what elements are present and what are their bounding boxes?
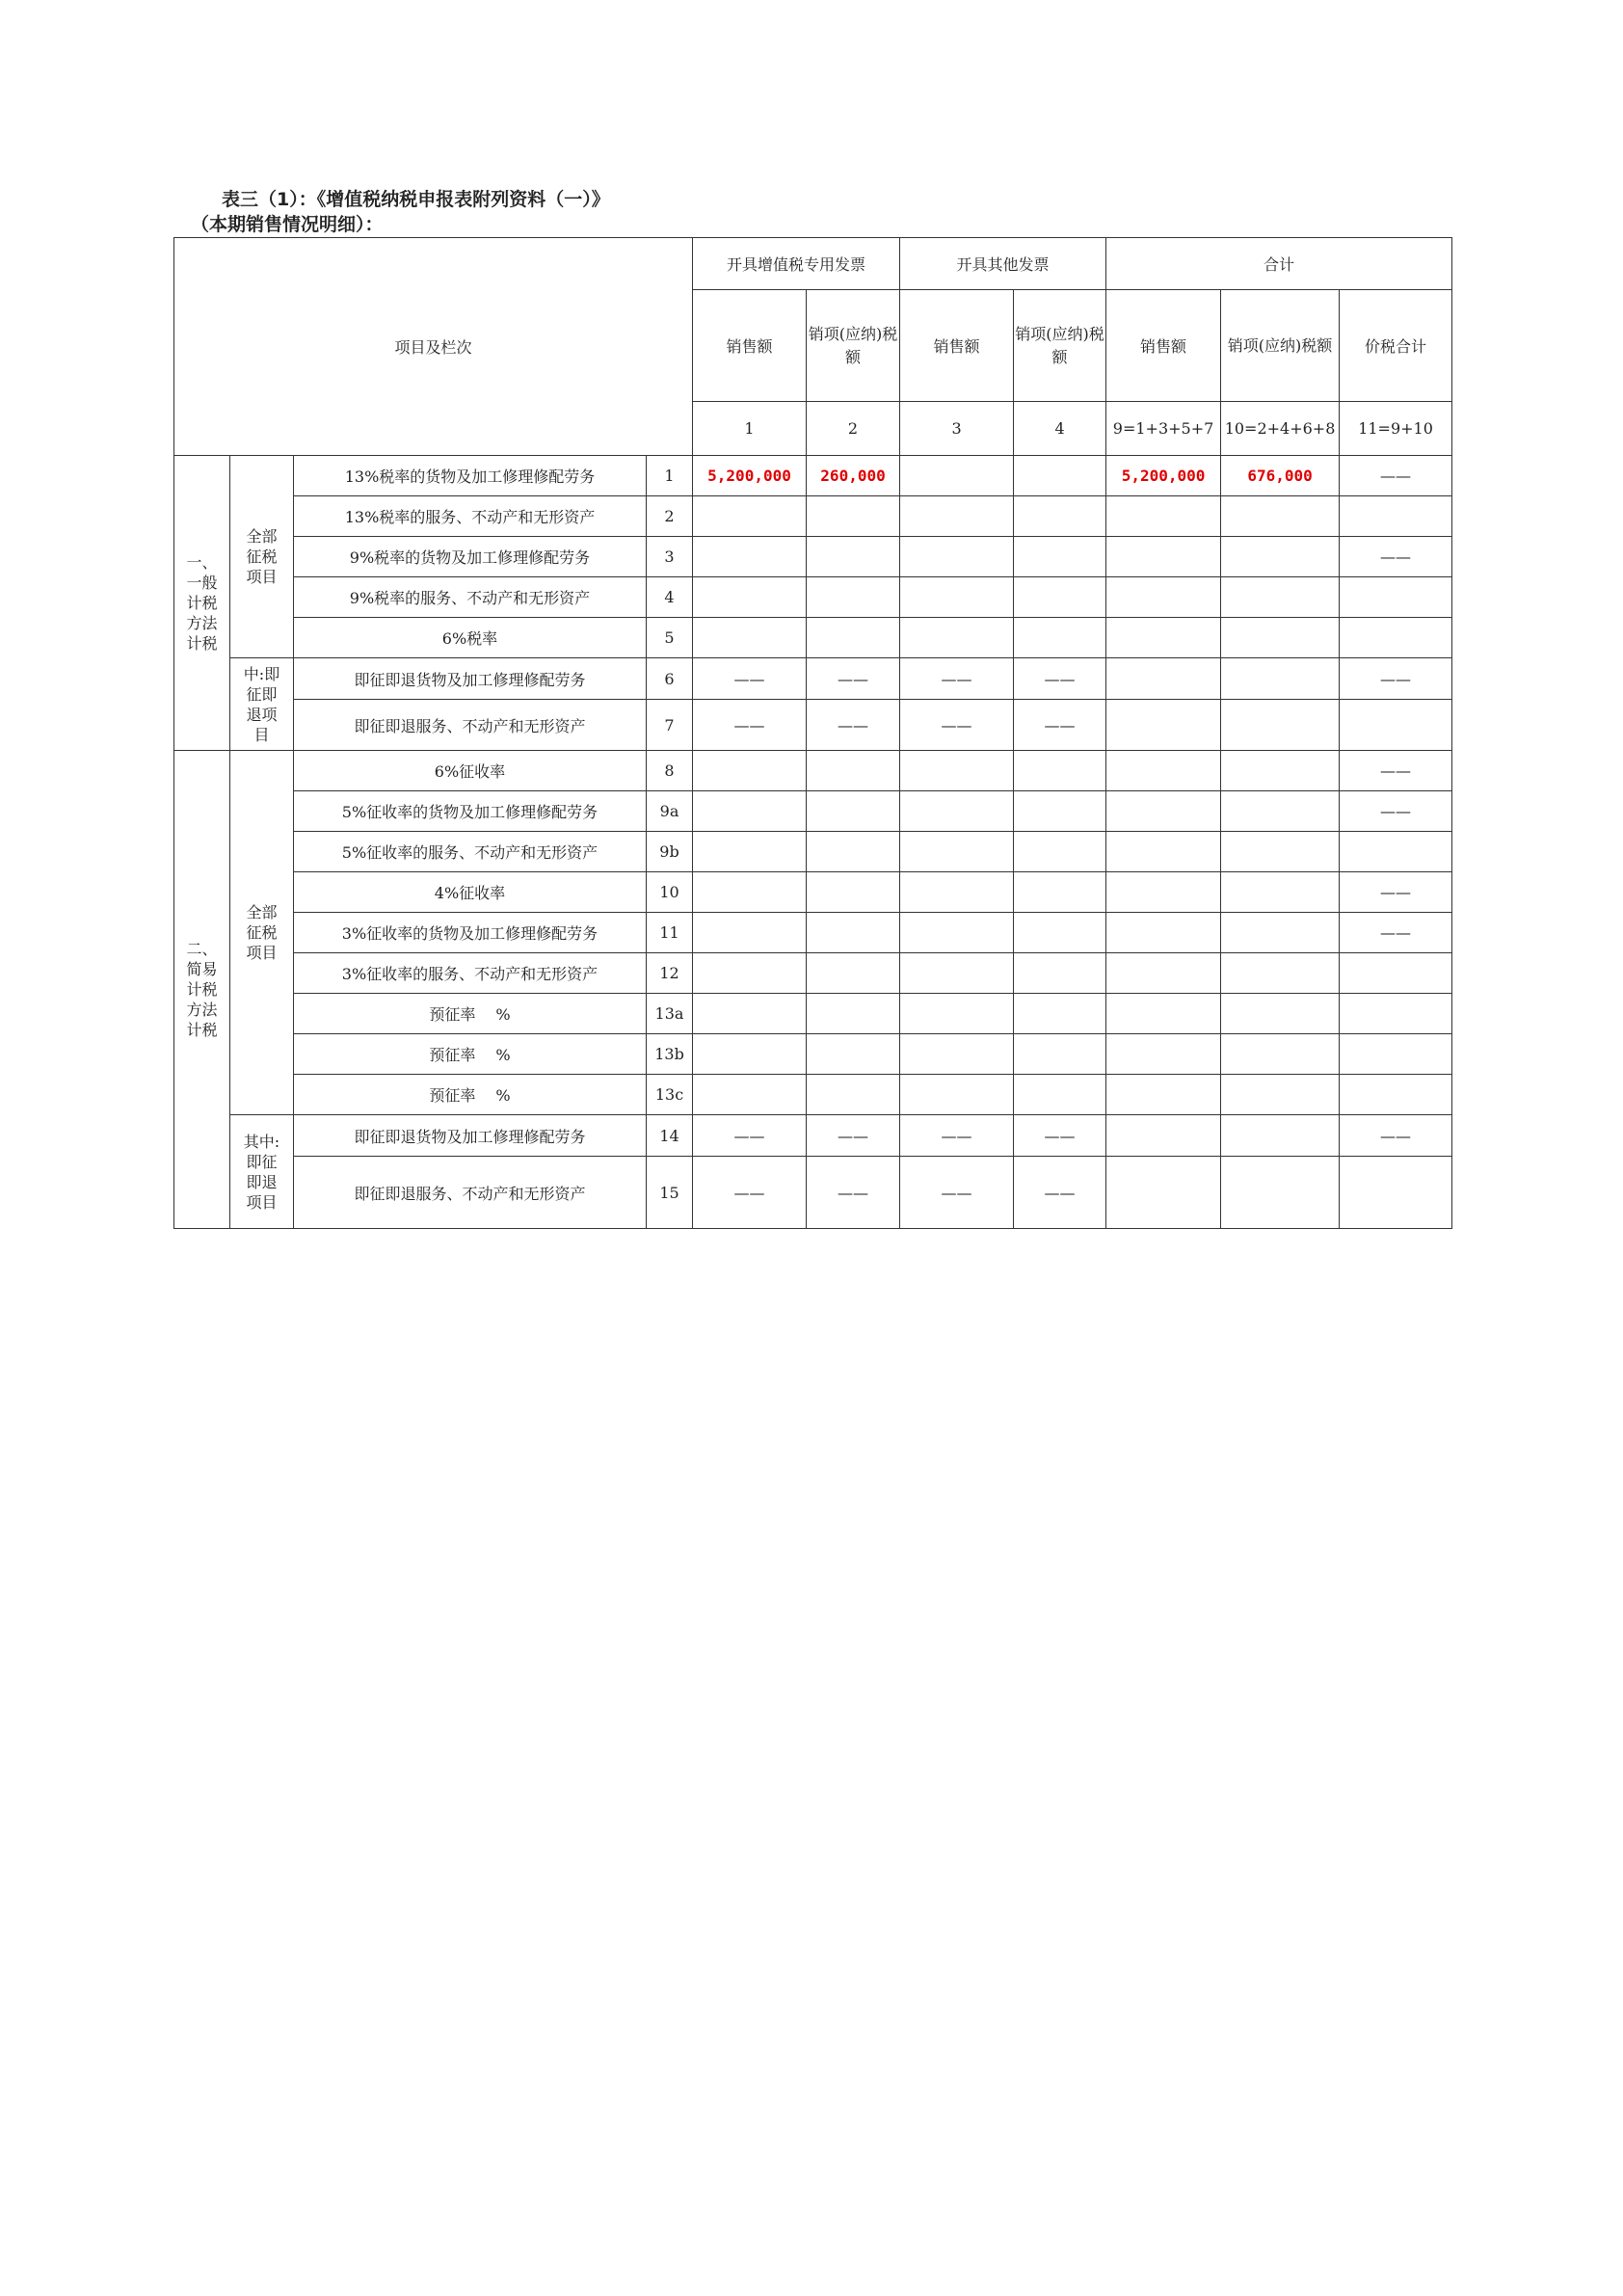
cell-empty[interactable] bbox=[1106, 832, 1221, 872]
sales-detail-table bbox=[173, 237, 1452, 1229]
col-number: 10=2+4+6+8 bbox=[1221, 402, 1340, 456]
row-number: 9a bbox=[647, 791, 693, 832]
row-label: 即征即退货物及加工修理修配劳务 bbox=[294, 658, 647, 700]
cell-empty[interactable] bbox=[693, 953, 807, 994]
cell-empty[interactable] bbox=[900, 537, 1014, 577]
cell-dash: —— bbox=[807, 658, 900, 700]
cell-empty[interactable] bbox=[1106, 913, 1221, 953]
cell-empty[interactable] bbox=[900, 994, 1014, 1034]
cell-empty[interactable] bbox=[693, 537, 807, 577]
cell-empty[interactable] bbox=[1106, 618, 1221, 658]
cell-dash: —— bbox=[1340, 872, 1452, 913]
cell-empty[interactable] bbox=[1014, 496, 1106, 537]
cell-empty[interactable] bbox=[1340, 700, 1452, 751]
cell-dash: —— bbox=[693, 658, 807, 700]
cell-empty[interactable] bbox=[900, 913, 1014, 953]
subsection-general-refund: 中:即征即退项目 bbox=[230, 658, 294, 751]
row-label: 3%征收率的货物及加工修理修配劳务 bbox=[294, 913, 647, 953]
cell-empty[interactable] bbox=[693, 751, 807, 791]
other-invoice-group-header: 开具其他发票 bbox=[900, 238, 1106, 290]
form-subtitle: （本期销售情况明细）： bbox=[191, 214, 384, 235]
col-header-total: 价税合计 bbox=[1340, 290, 1452, 402]
cell-dash: —— bbox=[1014, 700, 1106, 751]
cell-empty[interactable] bbox=[900, 1034, 1014, 1075]
row-number: 14 bbox=[647, 1115, 693, 1157]
row-label: 预征率 % bbox=[294, 994, 647, 1034]
row-number: 4 bbox=[647, 577, 693, 618]
cell-dash: —— bbox=[1014, 658, 1106, 700]
cell-empty[interactable] bbox=[1221, 832, 1340, 872]
cell-dash: —— bbox=[1340, 537, 1452, 577]
col-header-tax: 销项(应纳)税额 bbox=[1221, 290, 1340, 402]
cell-empty[interactable] bbox=[1014, 791, 1106, 832]
cell-empty[interactable] bbox=[900, 751, 1014, 791]
subsection-general-all: 全部征税项目 bbox=[230, 456, 294, 658]
cell-empty[interactable] bbox=[1340, 1075, 1452, 1115]
col-header-sales: 销售额 bbox=[693, 290, 807, 402]
cell-empty[interactable] bbox=[1106, 994, 1221, 1034]
vat-invoice-group-header: 开具增值税专用发票 bbox=[693, 238, 900, 290]
cell-empty[interactable] bbox=[1014, 1075, 1106, 1115]
cell-empty[interactable] bbox=[900, 953, 1014, 994]
cell-empty[interactable] bbox=[807, 537, 900, 577]
cell-dash: —— bbox=[807, 1115, 900, 1157]
section-general: 一、一般计税方法计税 bbox=[174, 456, 230, 751]
cell-empty[interactable] bbox=[807, 913, 900, 953]
row-label: 13%税率的货物及加工修理修配劳务 bbox=[294, 456, 647, 496]
cell-empty[interactable] bbox=[1014, 618, 1106, 658]
row-label: 6%征收率 bbox=[294, 751, 647, 791]
cell-empty[interactable] bbox=[1106, 577, 1221, 618]
cell-empty[interactable] bbox=[1014, 1034, 1106, 1075]
row-label: 5%征收率的服务、不动产和无形资产 bbox=[294, 832, 647, 872]
cell-empty[interactable] bbox=[1340, 577, 1452, 618]
cell-empty[interactable] bbox=[807, 994, 900, 1034]
row-number: 15 bbox=[647, 1157, 693, 1229]
cell-empty[interactable] bbox=[693, 577, 807, 618]
cell-dash: —— bbox=[1340, 456, 1452, 496]
item-column-header: 项目及栏次 bbox=[174, 238, 693, 456]
row-label: 即征即退货物及加工修理修配劳务 bbox=[294, 1115, 647, 1157]
subsection-simple-all: 全部征税项目 bbox=[230, 751, 294, 1115]
cell-empty[interactable] bbox=[1221, 1157, 1340, 1229]
row-number: 8 bbox=[647, 751, 693, 791]
cell-empty[interactable] bbox=[807, 618, 900, 658]
row-number: 2 bbox=[647, 496, 693, 537]
row-number: 13a bbox=[647, 994, 693, 1034]
cell-empty[interactable] bbox=[1106, 751, 1221, 791]
col-header-sales: 销售额 bbox=[1106, 290, 1221, 402]
row-number: 9b bbox=[647, 832, 693, 872]
cell-empty[interactable] bbox=[1106, 658, 1221, 700]
cell-empty[interactable] bbox=[1106, 953, 1221, 994]
row-label: 5%征收率的货物及加工修理修配劳务 bbox=[294, 791, 647, 832]
row-number: 11 bbox=[647, 913, 693, 953]
cell-empty[interactable] bbox=[807, 1034, 900, 1075]
cell-empty[interactable] bbox=[1014, 751, 1106, 791]
cell-empty[interactable] bbox=[900, 1075, 1014, 1115]
cell-empty[interactable] bbox=[1221, 496, 1340, 537]
cell-empty[interactable] bbox=[693, 832, 807, 872]
cell-empty[interactable] bbox=[1014, 832, 1106, 872]
col-number: 9=1+3+5+7 bbox=[1106, 402, 1221, 456]
row-label: 即征即退服务、不动产和无形资产 bbox=[294, 1157, 647, 1229]
cell-dash: —— bbox=[900, 1115, 1014, 1157]
col-number: 4 bbox=[1014, 402, 1106, 456]
col-number: 3 bbox=[900, 402, 1014, 456]
cell-dash: —— bbox=[807, 1157, 900, 1229]
cell-empty[interactable] bbox=[693, 913, 807, 953]
cell-empty[interactable] bbox=[1106, 791, 1221, 832]
cell-empty[interactable] bbox=[807, 751, 900, 791]
cell-empty[interactable] bbox=[693, 994, 807, 1034]
cell-value[interactable]: 5,200,000 bbox=[1106, 456, 1221, 496]
cell-empty[interactable] bbox=[807, 1075, 900, 1115]
cell-empty[interactable] bbox=[693, 1034, 807, 1075]
row-label: 9%税率的货物及加工修理修配劳务 bbox=[294, 537, 647, 577]
col-header-tax: 销项(应纳)税额 bbox=[807, 290, 900, 402]
cell-empty[interactable] bbox=[1221, 700, 1340, 751]
cell-empty[interactable] bbox=[1106, 496, 1221, 537]
row-label: 13%税率的服务、不动产和无形资产 bbox=[294, 496, 647, 537]
cell-empty[interactable] bbox=[900, 791, 1014, 832]
cell-empty[interactable] bbox=[1014, 577, 1106, 618]
row-label: 4%征收率 bbox=[294, 872, 647, 913]
cell-dash: —— bbox=[1340, 751, 1452, 791]
cell-dash: —— bbox=[1340, 1115, 1452, 1157]
cell-dash: —— bbox=[1014, 1157, 1106, 1229]
cell-empty[interactable] bbox=[1221, 537, 1340, 577]
cell-empty[interactable] bbox=[900, 832, 1014, 872]
total-group-header: 合计 bbox=[1106, 238, 1452, 290]
cell-dash: —— bbox=[1340, 791, 1452, 832]
cell-empty[interactable] bbox=[693, 496, 807, 537]
cell-empty[interactable] bbox=[1221, 618, 1340, 658]
cell-empty[interactable] bbox=[1014, 872, 1106, 913]
cell-empty[interactable] bbox=[1340, 953, 1452, 994]
row-number: 3 bbox=[647, 537, 693, 577]
cell-empty[interactable] bbox=[1106, 1034, 1221, 1075]
cell-empty[interactable] bbox=[900, 496, 1014, 537]
cell-empty[interactable] bbox=[1340, 1157, 1452, 1229]
row-number: 1 bbox=[647, 456, 693, 496]
row-number: 6 bbox=[647, 658, 693, 700]
row-label: 6%税率 bbox=[294, 618, 647, 658]
cell-empty[interactable] bbox=[1221, 1034, 1340, 1075]
cell-empty[interactable] bbox=[1340, 994, 1452, 1034]
cell-dash: —— bbox=[1014, 1115, 1106, 1157]
cell-empty[interactable] bbox=[1221, 913, 1340, 953]
cell-empty[interactable] bbox=[1340, 832, 1452, 872]
cell-empty[interactable] bbox=[1106, 537, 1221, 577]
cell-value[interactable]: 260,000 bbox=[807, 456, 900, 496]
cell-empty[interactable] bbox=[1014, 953, 1106, 994]
cell-empty[interactable] bbox=[1340, 496, 1452, 537]
cell-empty[interactable] bbox=[1221, 1075, 1340, 1115]
row-label: 3%征收率的服务、不动产和无形资产 bbox=[294, 953, 647, 994]
cell-empty[interactable] bbox=[807, 832, 900, 872]
cell-empty[interactable] bbox=[1106, 872, 1221, 913]
cell-empty[interactable] bbox=[1221, 994, 1340, 1034]
cell-empty[interactable] bbox=[1340, 1034, 1452, 1075]
cell-empty[interactable] bbox=[1221, 1115, 1340, 1157]
cell-empty[interactable] bbox=[807, 791, 900, 832]
cell-empty[interactable] bbox=[1106, 1157, 1221, 1229]
row-label: 预征率 % bbox=[294, 1034, 647, 1075]
cell-empty[interactable] bbox=[693, 1075, 807, 1115]
cell-empty[interactable] bbox=[1014, 913, 1106, 953]
cell-empty[interactable] bbox=[1106, 700, 1221, 751]
cell-dash: —— bbox=[1340, 913, 1452, 953]
row-number: 10 bbox=[647, 872, 693, 913]
row-number: 13c bbox=[647, 1075, 693, 1115]
cell-empty[interactable] bbox=[693, 872, 807, 913]
cell-empty[interactable] bbox=[1014, 994, 1106, 1034]
row-label: 预征率 % bbox=[294, 1075, 647, 1115]
col-number: 2 bbox=[807, 402, 900, 456]
cell-empty[interactable] bbox=[900, 618, 1014, 658]
col-header-sales: 销售额 bbox=[900, 290, 1014, 402]
cell-empty[interactable] bbox=[807, 577, 900, 618]
row-number: 5 bbox=[647, 618, 693, 658]
cell-dash: —— bbox=[693, 1157, 807, 1229]
cell-empty[interactable] bbox=[1106, 1115, 1221, 1157]
cell-empty[interactable] bbox=[1221, 872, 1340, 913]
row-number: 7 bbox=[647, 700, 693, 751]
cell-empty[interactable] bbox=[1221, 751, 1340, 791]
row-label: 即征即退服务、不动产和无形资产 bbox=[294, 700, 647, 751]
row-number: 12 bbox=[647, 953, 693, 994]
cell-empty[interactable] bbox=[1340, 618, 1452, 658]
cell-empty[interactable] bbox=[900, 456, 1014, 496]
cell-empty[interactable] bbox=[1221, 953, 1340, 994]
cell-empty[interactable] bbox=[807, 953, 900, 994]
cell-dash: —— bbox=[900, 1157, 1014, 1229]
cell-empty[interactable] bbox=[1014, 537, 1106, 577]
cell-dash: —— bbox=[1340, 658, 1452, 700]
row-label: 9%税率的服务、不动产和无形资产 bbox=[294, 577, 647, 618]
cell-empty[interactable] bbox=[1106, 1075, 1221, 1115]
cell-empty[interactable] bbox=[807, 496, 900, 537]
cell-value[interactable]: 676,000 bbox=[1221, 456, 1340, 496]
cell-empty[interactable] bbox=[807, 872, 900, 913]
cell-empty[interactable] bbox=[1221, 658, 1340, 700]
cell-dash: —— bbox=[900, 700, 1014, 751]
col-number: 11=9+10 bbox=[1340, 402, 1452, 456]
cell-empty[interactable] bbox=[693, 618, 807, 658]
cell-empty[interactable] bbox=[900, 872, 1014, 913]
cell-dash: —— bbox=[693, 1115, 807, 1157]
form-title: 表三（1）：《增值税纳税申报表附列资料（一）》 bbox=[222, 189, 610, 210]
col-number: 1 bbox=[693, 402, 807, 456]
cell-dash: —— bbox=[693, 700, 807, 751]
cell-empty[interactable] bbox=[1014, 456, 1106, 496]
cell-empty[interactable] bbox=[900, 577, 1014, 618]
cell-empty[interactable] bbox=[693, 791, 807, 832]
cell-value[interactable]: 5,200,000 bbox=[693, 456, 807, 496]
subsection-simple-refund: 其中:即征即退项目 bbox=[230, 1115, 294, 1229]
col-header-tax: 销项(应纳)税额 bbox=[1014, 290, 1106, 402]
cell-empty[interactable] bbox=[1221, 577, 1340, 618]
section-simple: 二、简易计税方法计税 bbox=[174, 751, 230, 1229]
cell-dash: —— bbox=[900, 658, 1014, 700]
row-number: 13b bbox=[647, 1034, 693, 1075]
cell-empty[interactable] bbox=[1221, 791, 1340, 832]
cell-dash: —— bbox=[807, 700, 900, 751]
